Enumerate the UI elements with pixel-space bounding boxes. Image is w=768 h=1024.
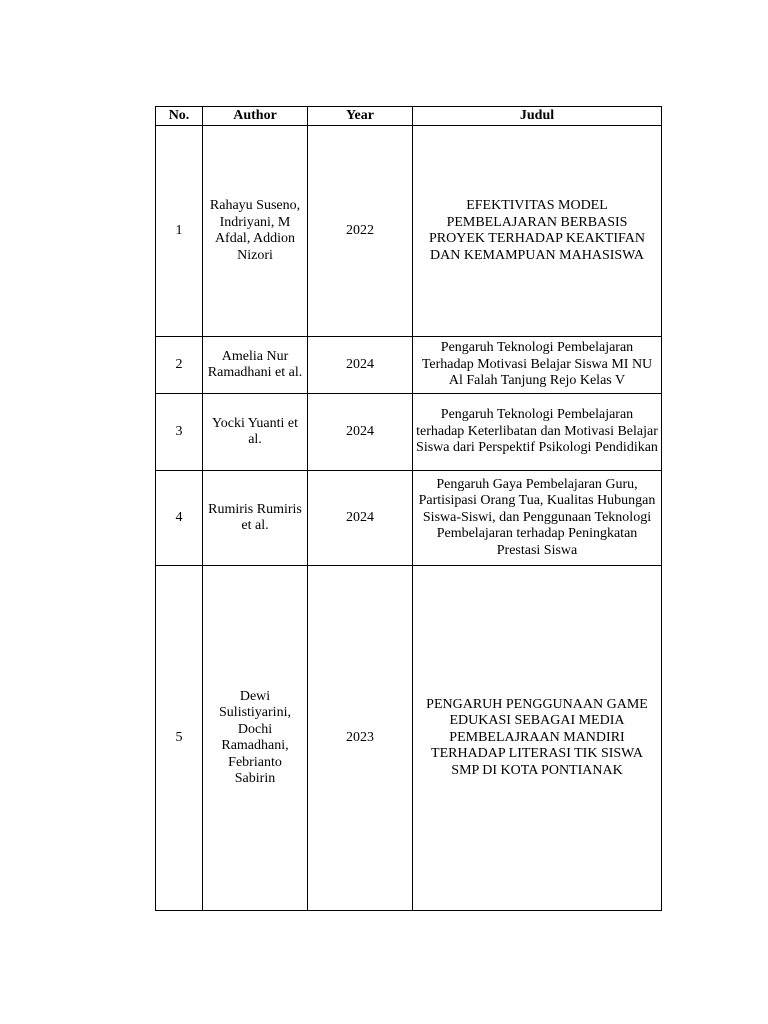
cell-year: 2024 — [308, 471, 413, 566]
cell-no: 1 — [156, 126, 203, 337]
cell-judul: Pengaruh Teknologi Pembelajaran terhadap Keterlibatan dan Motivasi Belajar Siswa dari Perspektif Psikologi Pendidikan — [413, 394, 662, 471]
cell-judul: Pengaruh Teknologi Pembelajaran Terhadap Motivasi Belajar Siswa MI NU Al Falah Tanjung Rejo Kelas V — [413, 337, 662, 394]
author-text: Dewi Sulistiyarini, Dochi Ramadhani, Febrianto Sabirin — [219, 688, 291, 786]
table-row — [156, 394, 662, 471]
cell-judul — [413, 566, 662, 911]
header-year: Year — [308, 107, 413, 126]
cell-year: 2024 — [308, 394, 413, 471]
cell-year: 2022 — [308, 126, 413, 337]
header-author: Author — [203, 107, 308, 126]
judul-text: PENGARUH PENGGUNAAN GAME EDUKASI SEBAGAI MEDIA PEMBELAJRAAN MANDIRI TERHADAP LITERASI TIK SISWA SMP DI KOTA PONTIANAK — [426, 696, 648, 778]
header-judul: Judul — [413, 107, 662, 126]
cell-author — [203, 566, 308, 911]
cell-author: Rahayu Suseno, Indriyani, M Afdal, Addion Nizori — [203, 126, 308, 337]
cell-author: Yocki Yuanti et al. — [203, 394, 308, 471]
cell-judul — [413, 126, 662, 337]
cell-author: Rumiris Rumiris et al. — [203, 471, 308, 566]
cell-no: 5 — [156, 566, 203, 911]
judul-text: EFEKTIVITAS MODEL PEMBELAJARAN BERBASIS PROYEK TERHADAP KEAKTIFAN DAN KEMAMPUAN MAHASISWA — [429, 198, 645, 263]
table-row — [156, 126, 662, 337]
cell-year: 2023 — [308, 566, 413, 911]
literature-table — [155, 106, 662, 911]
cell-judul: Pengaruh Gaya Pembelajaran Guru, Partisipasi Orang Tua, Kualitas Hubungan Siswa-Siswi, dan Penggunaan Teknologi Pembelajaran terhadap Peningkatan Prestasi Siswa — [413, 471, 662, 566]
cell-no: 4 — [156, 471, 203, 566]
table-row — [156, 337, 662, 394]
table-row — [156, 471, 662, 566]
header-no: No. — [156, 107, 203, 126]
table-row — [156, 566, 662, 911]
table-header-row — [156, 107, 662, 126]
cell-no: 2 — [156, 337, 203, 394]
cell-author: Amelia Nur Ramadhani et al. — [203, 337, 308, 394]
cell-no: 3 — [156, 394, 203, 471]
cell-year: 2024 — [308, 337, 413, 394]
